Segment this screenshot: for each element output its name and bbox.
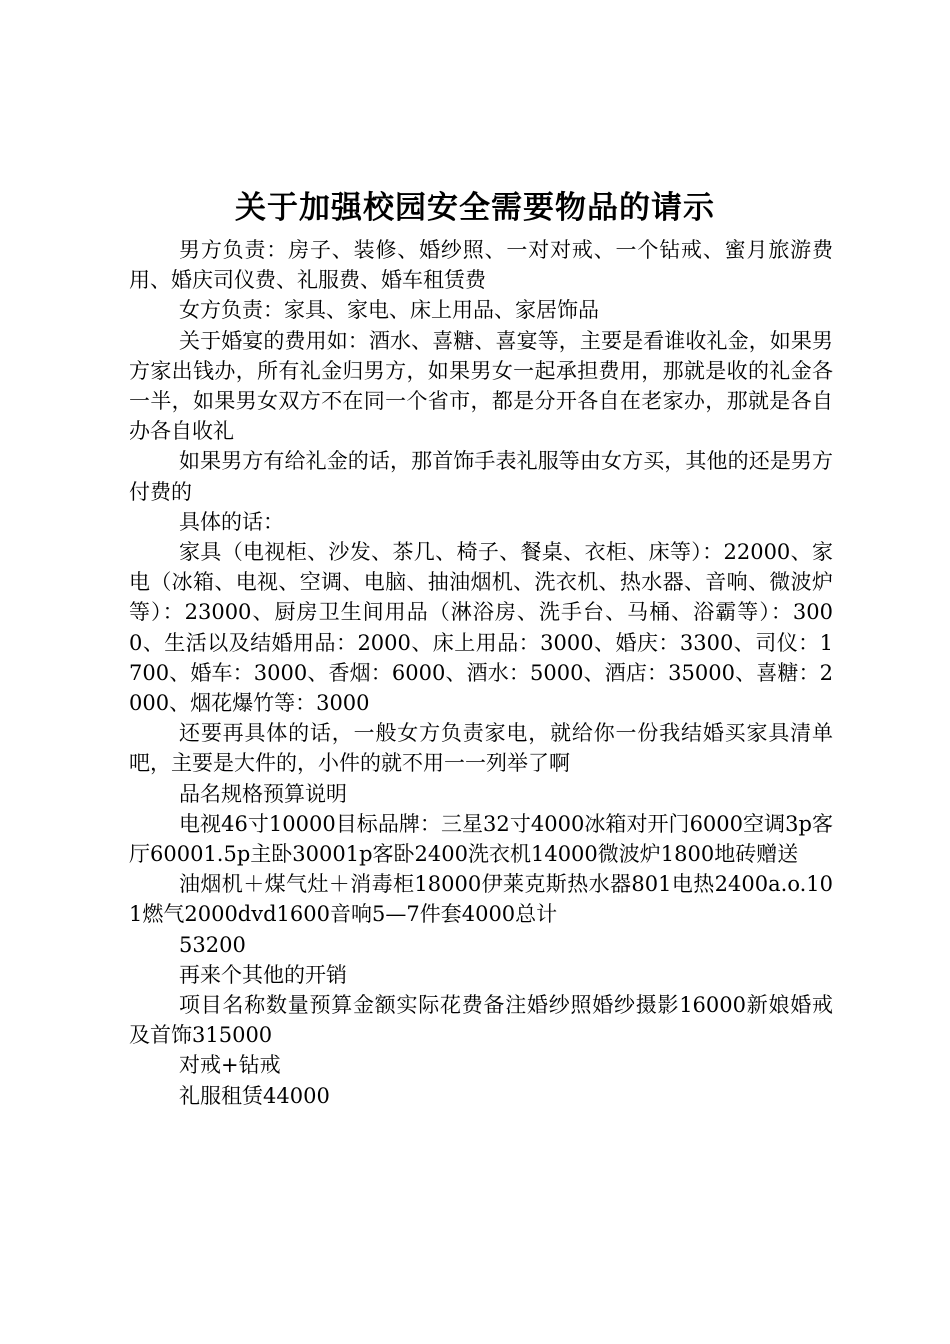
paragraph: 项目名称数量预算金额实际花费备注婚纱照婚纱摄影16000新娘婚戒及首饰315000 (129, 993, 833, 1048)
paragraph: 再来个其他的开销 (179, 962, 347, 987)
paragraph: 油烟机＋煤气灶＋消毒柜18000伊莱克斯热水器801电热2400a.o.101燃气2000dvd1600音响5—7件套4000总计 (129, 872, 833, 927)
paragraph: 品名规格预算说明 (179, 781, 347, 806)
paragraph: 女方负责：家具、家电、床上用品、家居饰品 (179, 298, 599, 323)
paragraph: 礼服租赁44000 (179, 1083, 330, 1108)
paragraph: 男方负责：房子、装修、婚纱照、一对对戒、一个钻戒、蜜月旅游费用、婚庆司仪费、礼服费、婚车租赁费 (129, 238, 833, 293)
paragraph: 如果男方有给礼金的话，那首饰手表礼服等由女方买，其他的还是男方付费的 (129, 449, 833, 504)
paragraph: 具体的话： (179, 509, 284, 534)
paragraph: 电视46寸10000目标品牌：三星32寸4000冰箱对开门6000空调3p客厅60001.5p主卧30001p客卧2400洗衣机14000微波炉1800地砖赠送 (129, 811, 833, 867)
paragraph: 对戒+钻戒 (179, 1053, 281, 1078)
paragraph: 还要再具体的话，一般女方负责家电，就给你一份我结婚买家具清单吧，主要是大件的，小件的就不用一一列举了啊 (129, 721, 833, 776)
paragraph: 关于婚宴的费用如：酒水、喜糖、喜宴等，主要是看谁收礼金，如果男方家出钱办，所有礼金归男方，如果男女一起承担费用，那就是收的礼金各一半，如果男女双方不在同一个省市，都是分开各自在老家办，那就是各自办各自收礼 (129, 328, 833, 444)
document-title: 关于加强校园安全需要物品的请示 (235, 190, 715, 226)
document-body (129, 235, 833, 1111)
paragraph: 家具（电视柜、沙发、茶几、椅子、餐桌、衣柜、床等）：22000、家电（冰箱、电视、空调、电脑、抽油烟机、洗衣机、热水器、音响、微波炉等）：23000、厨房卫生间用品（淋浴房、洗手台、马桶、浴霸等）：3000、生活以及结婚用品：2000、床上用品：3000、婚庆：3300、司仪：1700、婚车：3000、香烟：6000、酒水：5000、酒店：35000、喜糖：2000、烟花爆竹等：3000 (129, 540, 833, 716)
paragraph: 53200 (179, 932, 246, 957)
